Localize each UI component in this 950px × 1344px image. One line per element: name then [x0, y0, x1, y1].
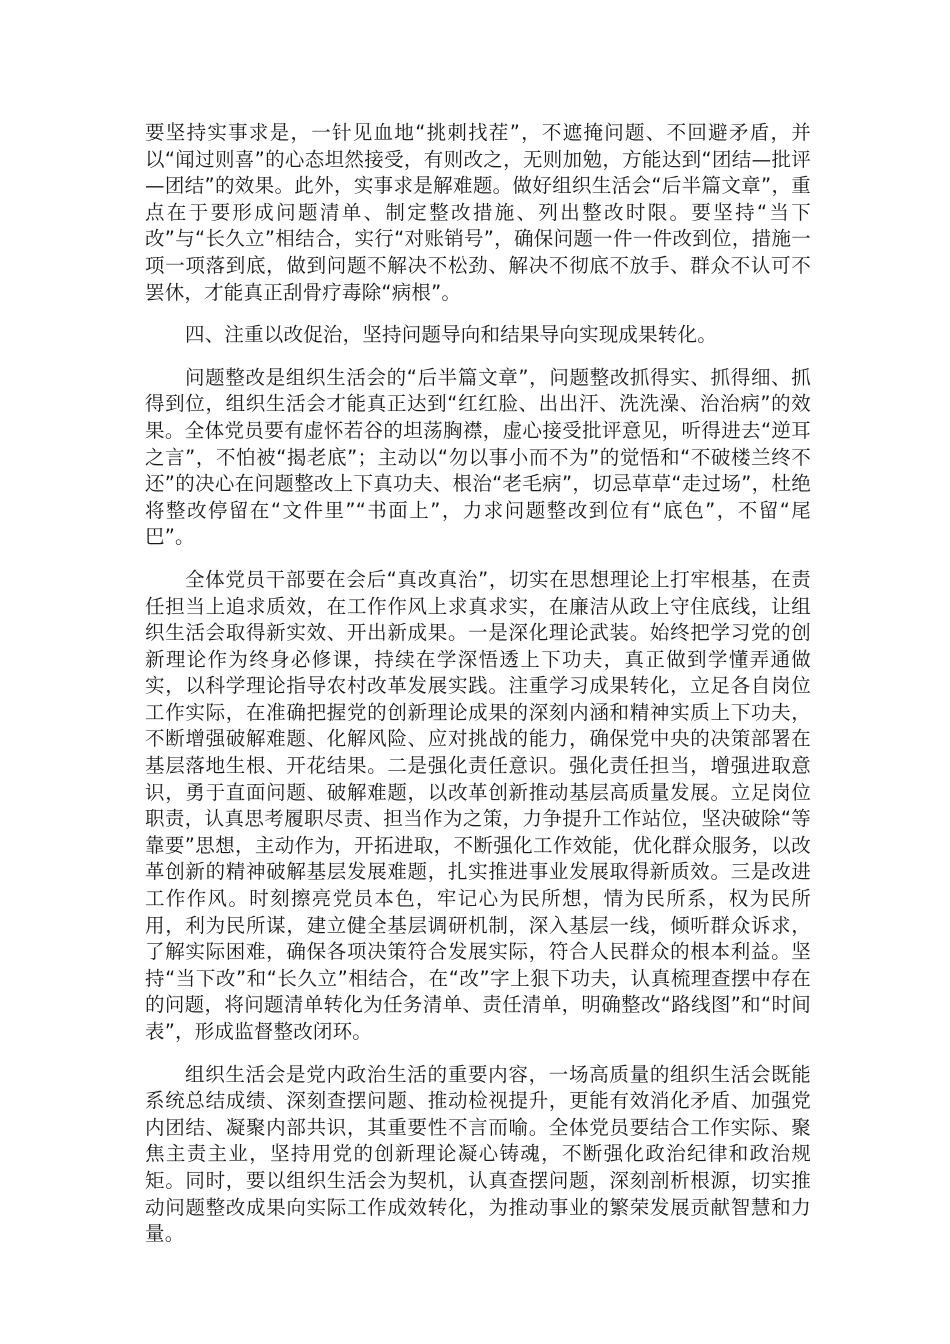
paragraph: 问题整改是组织生活会的“后半篇文章”，问题整改抓得实、抓得细、抓得到位，组织生活会才能真正达到“红红脸、出出汗、洗洗澡、治治病”的效果。全体党员要有虚怀若谷的坦荡胸襟，虚心接受批评意见，听得进去“逆耳之言”，不怕被“揭老底”；主动以“勿以事小而不为”的觉悟和“不破楼兰终不还”的决心在问题整改上下真功夫、根治“老毛病”，切忌草草“走过场”，杜绝将整改停留在“文件里”“书面上”，力求问题整改到位有“底色”，不留“尾巴”。 [145, 365, 811, 549]
section-heading: 四、注重以改促治，坚持问题导向和结果导向实现成果转化。 [185, 323, 717, 347]
paragraph-continuation: 要坚持实事求是，一针见血地“挑刺找茬”，不遮掩问题、不回避矛盾，并以“闻过则喜”的心态坦然接受，有则改之，无则加勉，方能达到“团结—批评—团结”的效果。此外，实事求是解难题。做好组织生活会“后半篇文章”，重点在于要形成问题清单、制定整改措施、列出整改时限。要坚持“当下改”与“长久立”相结合，实行“对账销号”，确保问题一件一件改到位，措施一项一项落到底，做到问题不解决不松劲、解决不彻底不放手、群众不认可不罢休，才能真正刮骨疗毒除“病根”。 [145, 121, 811, 304]
document-body [145, 120, 811, 1264]
paragraph: 组织生活会是党内政治生活的重要内容，一场高质量的组织生活会既能系统总结成绩、深刻查摆问题、推动检视提升，更能有效消化矛盾、加强党内团结、凝聚内部共识，其重要性不言而喻。全体党员要结合工作实际、聚焦主责主业，坚持用党的创新理论凝心铸魂，不断强化政治纪律和政治规矩。同时，要以组织生活会为契机，认真查摆问题，深刻剖析根源，切实推动问题整改成果向实际工作成效转化，为推动事业的繁荣发展贡献智慧和力量。 [145, 1062, 811, 1246]
paragraph: 全体党员干部要在会后“真改真治”，切实在思想理论上打牢根基，在责任担当上追求质效，在工作作风上求真求实，在廉洁从政上守住底线，让组织生活会取得新实效、开出新成果。一是深化理论武装。始终把学习党的创新理论作为终身必修课，持续在学深悟透上下功夫，真正做到学懂弄通做实，以科学理论指导农村改革发展实践。注重学习成果转化，立足各自岗位工作实际，在准确把握党的创新理论成果的深刻内涵和精神实质上下功夫，不断增强破解难题、化解风险、应对挑战的能力，确保党中央的决策部署在基层落地生根、开花结果。二是强化责任意识。强化责任担当，增强进取意识，勇于直面问题、破解难题，以改革创新推动基层高质量发展。立足岗位职责，认真思考履职尽责、担当作为之策，力争提升工作站位，坚决破除“等靠要”思想，主动作为，开拓进取，不断强化工作效能，优化群众服务，以改革创新的精神破解基层发展难题，扎实推进事业发展取得新质效。三是改进工作作风。时刻擦亮党员本色，牢记心为民所想，情为民所系，权为民所用，利为民所谋，建立健全基层调研机制，深入基层一线，倾听群众诉求，了解实际困难，确保各项决策符合发展实际，符合人民群众的根本利益。坚持“当下改”和“长久立”相结合，在“改”字上狠下功夫，认真梳理查摆中存在的问题，将问题清单转化为任务清单、责任清单，明确整改“路线图”和“时间表”，形成监督整改闭环。 [145, 567, 811, 1043]
